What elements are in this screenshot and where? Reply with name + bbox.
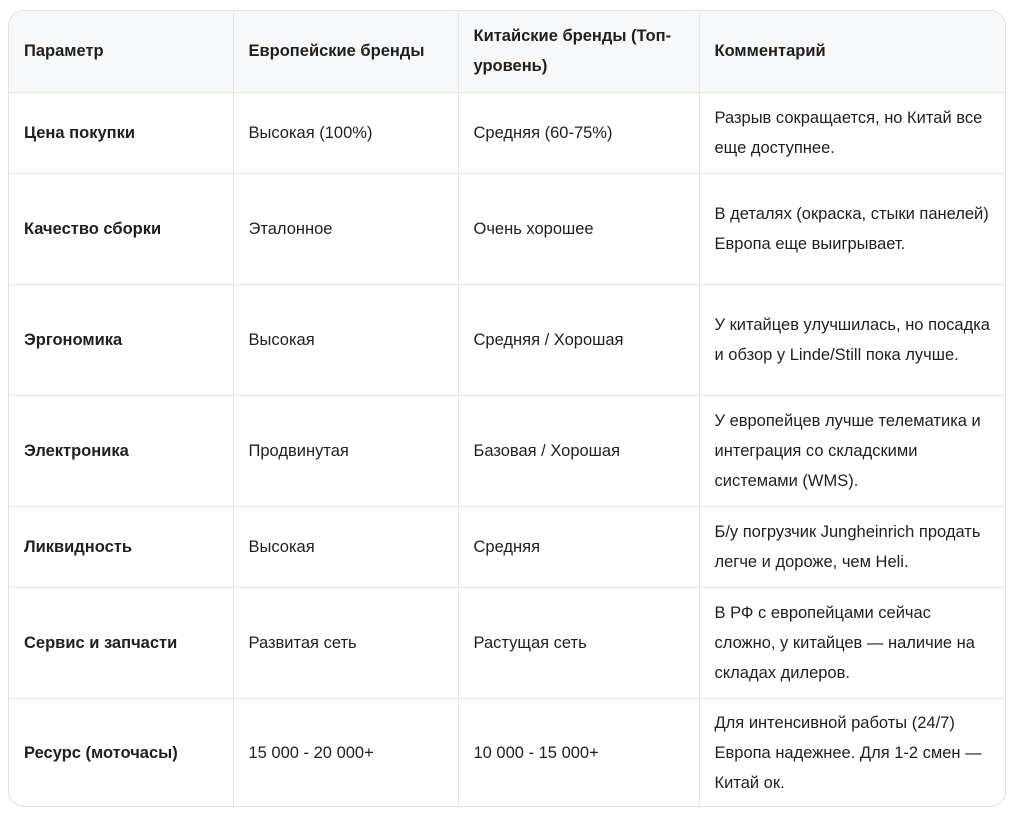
row-european-value: Продвинутая [233,395,458,506]
row-european-value: Развитая сеть [233,587,458,698]
header-chinese-brands: Китайские бренды (Топ-уровень) [458,11,699,92]
table-header-row [9,11,1005,92]
table-row [9,698,1005,807]
row-comment: Для интенсивной работы (24/7) Европа надежнее. Для 1-2 смен — Китай ок. [714,714,982,793]
row-parameter: Качество сборки [9,173,233,284]
table-row [9,173,1005,284]
row-parameter: Цена покупки [9,92,233,173]
table-row [9,284,1005,395]
row-comment: В РФ с европейцами сейчас сложно, у китайцев — наличие на складах дилеров. [699,587,1005,698]
table-row [9,92,1005,173]
row-parameter: Электроника [9,395,233,506]
row-parameter: Ресурс (моточасы) [9,698,233,807]
row-european-value: 15 000 - 20 000+ [233,698,458,807]
header-european-brands: Европейские бренды [233,11,458,92]
row-parameter: Эргономика [9,284,233,395]
row-european-value: Высокая (100%) [233,92,458,173]
table-row [9,587,1005,698]
row-parameter: Сервис и запчасти [9,587,233,698]
row-comment: Б/у погрузчик Jungheinrich продать легче и дороже, чем Heli. [699,506,1005,587]
row-chinese-value: Растущая сеть [458,587,699,698]
header-parameter: Параметр [9,11,233,92]
row-european-value: Эталонное [233,173,458,284]
row-chinese-value: Средняя (60-75%) [458,92,699,173]
row-european-value: Высокая [233,284,458,395]
row-comment: У китайцев улучшилась, но посадка и обзор у Linde/Still пока лучше. [699,284,1005,395]
row-european-value: Высокая [233,506,458,587]
header-comment: Комментарий [699,11,1005,92]
row-chinese-value: 10 000 - 15 000+ [458,698,699,807]
row-chinese-value: Средняя [458,506,699,587]
table-row [9,395,1005,506]
table-row [9,506,1005,587]
row-parameter: Ликвидность [9,506,233,587]
row-comment: Разрыв сокращается, но Китай все еще доступнее. [699,92,1005,173]
row-comment: В деталях (окраска, стыки панелей) Европа еще выигрывает. [699,173,1005,284]
row-chinese-value: Очень хорошее [458,173,699,284]
row-chinese-value: Базовая / Хорошая [458,395,699,506]
row-comment: У европейцев лучше телематика и интеграция со складскими системами (WMS). [699,395,1005,506]
row-chinese-value: Средняя / Хорошая [458,284,699,395]
comparison-table [8,10,1006,807]
